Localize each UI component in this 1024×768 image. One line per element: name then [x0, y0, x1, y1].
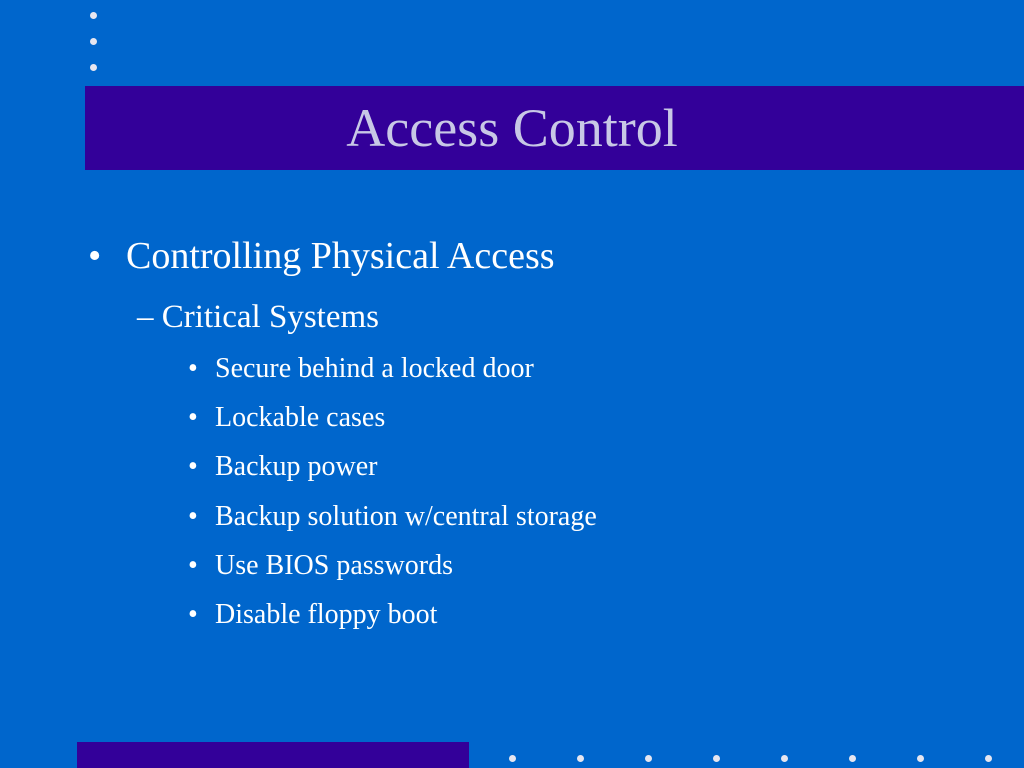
bullet-level3-item: [188, 400, 385, 436]
decorative-dot: [849, 755, 856, 762]
bullet-level3-text: Secure behind a locked door: [215, 353, 534, 384]
bullet-level3-item: [188, 351, 534, 387]
bullet-icon: •: [188, 451, 198, 482]
decorative-dot: [645, 755, 652, 762]
bullet-icon: •: [188, 402, 198, 433]
bullet-level1-text: Controlling Physical Access: [126, 235, 555, 277]
bullet-level3-item: [188, 499, 597, 535]
bullet-level1-item: [88, 232, 555, 280]
decorative-dot: [509, 755, 516, 762]
bullet-icon: •: [188, 550, 198, 581]
footer-bar: [77, 742, 469, 768]
decorative-dot: [90, 64, 97, 71]
bullet-level3-item: [188, 597, 437, 633]
bullet-level2-item: – Critical Systems: [137, 299, 379, 335]
decorative-dot: [713, 755, 720, 762]
bullet-icon: •: [188, 501, 198, 532]
decorative-dot: [985, 755, 992, 762]
decorative-dot: [781, 755, 788, 762]
decorative-dot: [90, 38, 97, 45]
bullet-icon: •: [188, 599, 198, 630]
slide-title: Access Control: [346, 98, 678, 158]
bullet-level3-text: Backup power: [215, 451, 378, 482]
bullet-level3-text: Use BIOS passwords: [215, 550, 453, 581]
decorative-dot: [917, 755, 924, 762]
decorative-dot: [577, 755, 584, 762]
bullet-icon: •: [188, 353, 198, 384]
decorative-dot: [90, 12, 97, 19]
bullet-level3-text: Lockable cases: [215, 402, 386, 433]
bullet-level3-item: [188, 548, 453, 584]
bullet-icon: •: [88, 235, 102, 277]
bullet-level3-text: Backup solution w/central storage: [215, 501, 597, 532]
bullet-level3-item: [188, 449, 378, 485]
bullet-level3-text: Disable floppy boot: [215, 599, 438, 630]
